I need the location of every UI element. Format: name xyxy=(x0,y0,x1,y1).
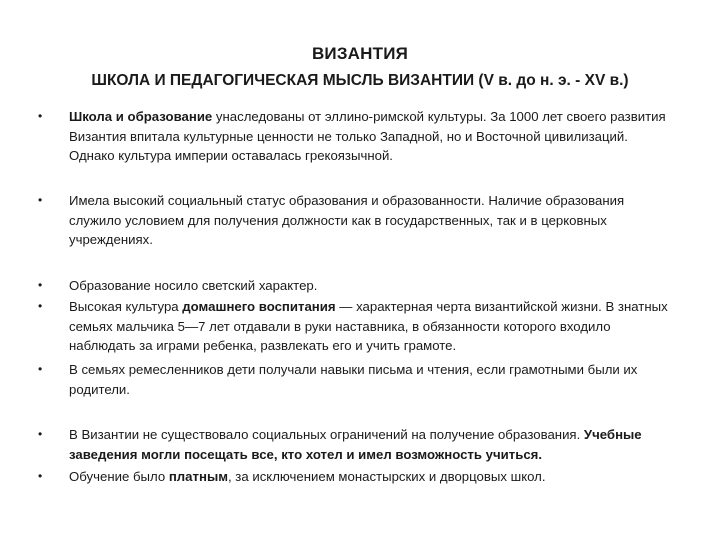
item-text: В Византии не существовало социальных ограничений на получение образования. xyxy=(69,427,584,442)
item-text: унаследованы от эллино-римской культуры. За 1000 лет своего развития Византия впитала культурные ценности не только Западной, но и Восточной цивилизаций. Однако культура империи оставалась грекоязычной. xyxy=(69,109,666,164)
item-text: Имела высокий социальный статус образования и образованности. Наличие образования служило условием для получения должности как в государственных, так и в церковных учреждениях. xyxy=(69,193,625,248)
list-item xyxy=(69,467,675,487)
list-item xyxy=(69,276,675,296)
item-text: Образование носило светский характер. xyxy=(69,278,318,293)
bullet-icon: • xyxy=(38,362,43,376)
bold-text: Школа и образование xyxy=(69,109,213,124)
bullet-icon: • xyxy=(38,469,43,483)
item-text: Высокая культура xyxy=(69,299,183,314)
bold-text: платным xyxy=(168,469,228,484)
slide-title: ВИЗАНТИЯ xyxy=(311,44,409,63)
list-item xyxy=(69,191,675,250)
bullet-icon: • xyxy=(38,278,43,292)
bullet-icon: • xyxy=(38,427,43,441)
list-item xyxy=(69,107,675,166)
item-text: , за исключением монастырских и дворцовых школ. xyxy=(227,469,546,484)
bold-text: домашнего воспитания xyxy=(182,299,336,314)
item-text: Обучение было xyxy=(69,469,169,484)
bold-text: Учебные заведения могли посещать все, кто хотел и имел возможность учиться. xyxy=(69,427,642,462)
item-text: — характерная черта византийской жизни. В знатных семьях мальчика 5—7 лет отдавали в руки наставника, в обязанности которого входило наблюдать за играми ребенка, развлекать его и учить грамоте. xyxy=(69,299,668,354)
bullet-icon: • xyxy=(38,193,43,207)
item-text: В семьях ремесленников дети получали навыки письма и чтения, если грамотными были их родители. xyxy=(69,362,638,397)
list-item xyxy=(69,425,675,464)
bullet-icon: • xyxy=(38,299,43,313)
list-item xyxy=(69,297,675,356)
slide-subtitle: ШКОЛА И ПЕДАГОГИЧЕСКАЯ МЫСЛЬ ВИЗАНТИИ (V в. до н. э. - XV в.) xyxy=(91,72,629,89)
bullet-icon: • xyxy=(38,109,43,123)
list-item xyxy=(69,360,675,399)
